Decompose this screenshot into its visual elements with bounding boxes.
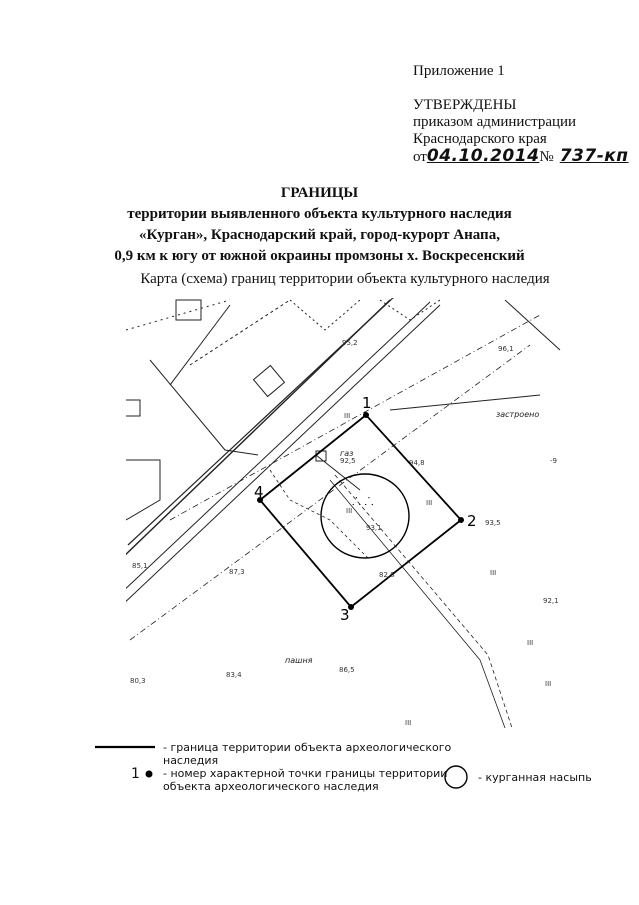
appendix-label: Приложение 1 [413, 63, 505, 79]
track-dashed [270, 470, 370, 560]
boundary-point-1 [363, 412, 369, 418]
building [126, 400, 140, 416]
elevation-mark: 92,5 [340, 457, 356, 465]
boundary-point-2 [458, 517, 464, 523]
legend-point-marker [146, 771, 153, 778]
mound-symbol: ⸫ ⸫ [352, 495, 374, 508]
legend-mound-circle [445, 766, 467, 788]
parcel-line-a [150, 360, 258, 455]
title-line-1: ГРАНИЦЫ [280, 185, 359, 201]
heritage-boundary [260, 415, 461, 607]
path-line [330, 480, 505, 728]
elevation-mark: 93,1 [366, 524, 382, 532]
elevation-mark: 80,3 [130, 677, 146, 685]
legend-point-line2: объекта археологического наследия [163, 780, 379, 793]
path-line-dashed [335, 475, 512, 728]
title-line-4: 0,9 км к югу от южной окраины промзоны х. Воскресенский [114, 248, 525, 264]
land-mark: III [545, 680, 552, 688]
land-mark: III [346, 507, 353, 515]
point-label-4: 4 [254, 483, 264, 501]
label-gas: газ [340, 449, 354, 458]
title-line-2: территории выявленного объекта культурного наследия [127, 206, 512, 222]
point-label-1: 1 [362, 394, 372, 412]
building [254, 366, 285, 397]
approved-heading: УТВЕРЖДЕНЫ [413, 97, 517, 113]
land-mark: III [344, 412, 351, 420]
number-prefix: № [539, 149, 554, 165]
elevation-mark: 95,2 [342, 339, 358, 347]
point-label-3: 3 [340, 606, 350, 624]
elevation-mark: 92,1 [543, 597, 559, 605]
title-line-3: «Курган», Краснодарский край, город-курорт Анапа, [139, 227, 500, 243]
land-mark: III [490, 569, 497, 577]
elevation-mark: 83,4 [226, 671, 242, 679]
elevation-mark: 94,8 [409, 459, 425, 467]
road-edge-lower [120, 305, 440, 607]
building [176, 300, 201, 320]
legend-point-line1: - номер характерной точки границы территории [163, 767, 448, 780]
label-built-up: застроено [496, 410, 540, 419]
elevation-mark: 86,5 [339, 666, 355, 674]
kurgan-mound [321, 474, 409, 558]
order-line-1: приказом администрации [413, 114, 577, 130]
point-label-2: 2 [467, 512, 477, 530]
legend-mound-text: - курганная насыпь [478, 771, 592, 784]
legend-point-number: 1 [131, 766, 140, 782]
elevation-mark: -9 [550, 457, 557, 465]
building-outline [126, 460, 160, 520]
parcel-line-c [190, 300, 290, 365]
handwritten-number: 737-кп [559, 146, 629, 166]
elevation-mark: 96,1 [498, 345, 514, 353]
elevation-mark: 85,1 [132, 562, 148, 570]
map-caption: Карта (схема) границ территории объекта культурного наследия [140, 271, 550, 287]
parcel-line-e [380, 300, 440, 320]
land-mark: III [426, 499, 433, 507]
label-arable: пашня [285, 656, 313, 665]
road-edge-upper [120, 302, 433, 594]
order-line-2: Краснодарского края [413, 131, 547, 147]
legend-boundary-line2: наследия [163, 754, 219, 767]
land-mark: III [405, 719, 412, 727]
parcel-line-d [290, 300, 360, 330]
parcel-line-g [390, 395, 540, 410]
date-prefix: от [413, 149, 427, 165]
legend-boundary-text [163, 741, 451, 767]
parcel-line-f [505, 300, 560, 350]
elevation-mark: 93,5 [485, 519, 501, 527]
handwritten-date: 04.10.2014 [426, 146, 540, 166]
legend-boundary-line1: - граница территории объекта археологического [163, 741, 452, 754]
legend-point-text [163, 767, 447, 793]
elevation-mark: 87,3 [229, 568, 245, 576]
land-mark: III [527, 639, 534, 647]
elevation-mark: 82,6 [379, 571, 395, 579]
